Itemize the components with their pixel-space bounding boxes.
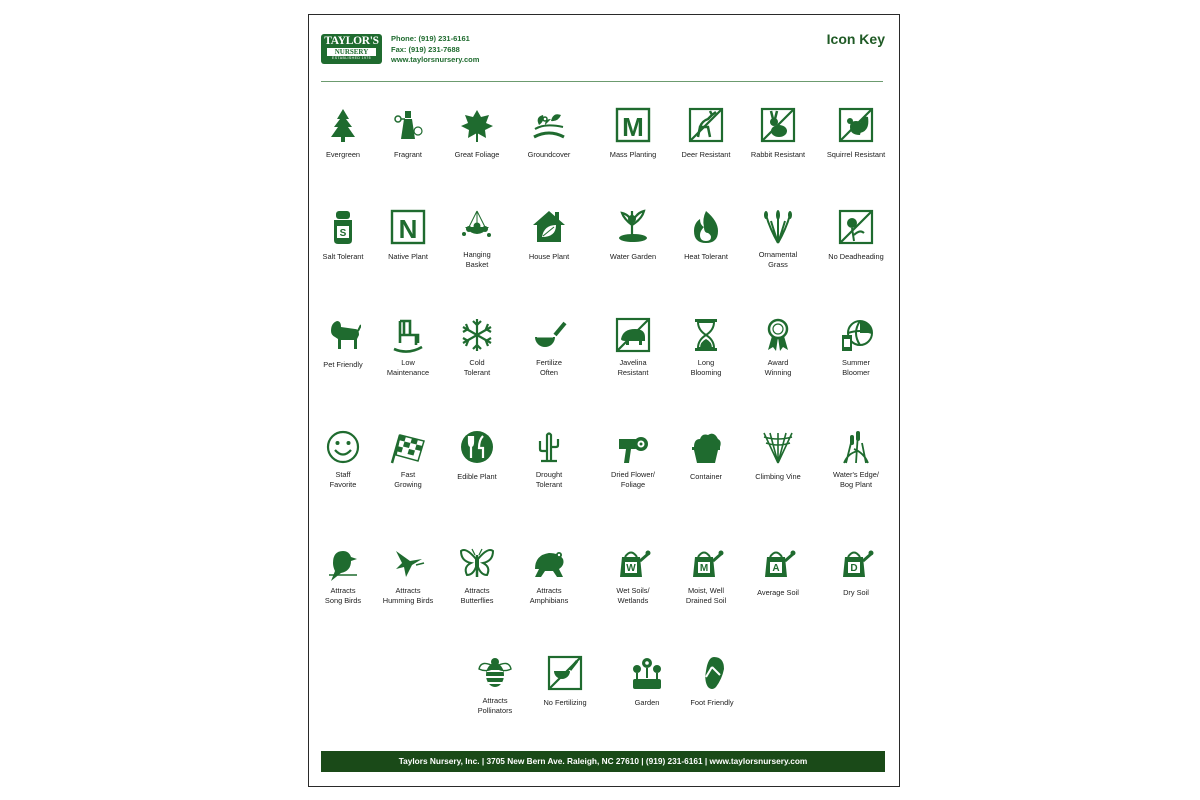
footer-bar: Taylors Nursery, Inc. | 3705 New Bern Ave. Raleigh, NC 27610 | (919) 231-6161 | www.taylorsnursery.com (321, 751, 885, 772)
fax-text: Fax: (919) 231-7688 (391, 44, 460, 54)
icon-label: Attracts Butterflies (460, 586, 494, 605)
icon-label: Water's Edge/ Bog Plant (833, 470, 879, 489)
svg-text:D: D (850, 563, 858, 574)
icon-label: House Plant (528, 252, 570, 261)
icon-label: Container (689, 472, 723, 481)
contact-block (391, 34, 479, 66)
dog-icon (325, 317, 361, 353)
icon-label: Fertilize Often (536, 358, 562, 377)
flame-icon (688, 209, 724, 245)
icon-key-item (591, 317, 675, 379)
icon-key-item (591, 107, 675, 169)
cattail-icon (838, 429, 874, 465)
flowers-icon (629, 655, 665, 691)
icon-key-item (736, 545, 820, 607)
icon-label: Mass Planting (609, 150, 657, 159)
smiley-icon (325, 429, 361, 465)
tree-icon (325, 107, 361, 143)
fork-knife-icon (459, 429, 495, 465)
icon-label: Attracts Humming Birds (382, 586, 434, 605)
icon-label: Dried Flower/ Foliage (611, 470, 655, 489)
icon-label: Garden (634, 698, 660, 707)
watering-can-a-icon (760, 545, 796, 581)
scoop-icon (531, 317, 567, 353)
icon-label: Drought Tolerant (535, 470, 563, 489)
frog-icon (531, 545, 567, 581)
icon-label: Great Foliage (454, 150, 500, 159)
icon-label: Staff Favorite (329, 470, 357, 489)
checkered-flag-icon (390, 429, 426, 465)
icon-label: Squirrel Resistant (826, 150, 886, 159)
hourglass-icon (688, 317, 724, 353)
icon-label: Long Blooming (690, 358, 722, 377)
pot-icon (688, 429, 724, 465)
icon-label: Pet Friendly (323, 360, 363, 369)
ribbon-icon (760, 317, 796, 353)
cactus-icon (531, 429, 567, 465)
icon-key-item (670, 655, 754, 717)
icon-label: Fragrant (394, 150, 422, 159)
icon-key-item (736, 429, 820, 491)
beach-ball-icon (838, 317, 874, 353)
watering-can-w-icon (615, 545, 651, 581)
icon-key-item (507, 545, 591, 607)
scoop-crossed-icon (547, 655, 583, 691)
squirrel-crossed-icon (838, 107, 874, 143)
icon-label: Water Garden (609, 252, 657, 261)
icon-label: Low Maintenance (386, 358, 430, 377)
grass-icon (760, 209, 796, 245)
icon-label: Salt Tolerant (322, 252, 364, 261)
icon-label: Rabbit Resistant (750, 150, 806, 159)
logo-line1: TAYLOR'S (324, 35, 379, 47)
letter-m-box-icon (615, 107, 651, 143)
icon-label: Heat Tolerant (684, 252, 728, 261)
icon-label: Award Winning (764, 358, 792, 377)
page-title: Icon Key (826, 31, 885, 47)
water-plant-icon (615, 209, 651, 245)
svg-text:W: W (626, 563, 636, 574)
icon-label: Groundcover (527, 150, 571, 159)
icon-label: Hanging Basket (463, 250, 491, 269)
groundcover-icon (531, 107, 567, 143)
icon-label: Ornamental Grass (758, 250, 798, 269)
icon-key-item (814, 545, 898, 607)
icon-label: Native Plant (388, 252, 428, 261)
rabbit-crossed-icon (760, 107, 796, 143)
icon-key-item (814, 107, 898, 169)
butterfly-icon (459, 545, 495, 581)
icon-label: Wet Soils/ Wetlands (616, 586, 650, 605)
phone-text: Phone: (919) 231-6161 (391, 34, 470, 43)
songbird-icon (325, 545, 361, 581)
icon-label: Foot Friendly (690, 698, 734, 707)
svg-text:M: M (622, 112, 644, 142)
icon-label: Cold Tolerant (463, 358, 491, 377)
icon-label: Summer Bloomer (842, 358, 870, 377)
icon-label: Attracts Pollinators (477, 696, 513, 715)
icon-label: Fast Growing (394, 470, 422, 489)
flip-flop-icon (694, 655, 730, 691)
icon-label: Javelina Resistant (617, 358, 649, 377)
icon-key-item (736, 209, 820, 271)
svg-text:M: M (699, 563, 709, 574)
watering-can-d-icon (838, 545, 874, 581)
icon-label: Climbing Vine (755, 472, 801, 481)
logo-line3: ESTABLISHED 1975 (331, 56, 372, 60)
bee-icon (477, 655, 513, 691)
icon-key-item (736, 317, 820, 379)
deer-crossed-icon (688, 107, 724, 143)
icon-key-item (814, 317, 898, 379)
hanging-basket-icon (459, 209, 495, 245)
icon-key-item (591, 545, 675, 607)
icon-key-item (736, 107, 820, 169)
rocking-chair-icon (390, 317, 426, 353)
svg-text:A: A (772, 563, 780, 574)
trellis-icon (760, 429, 796, 465)
website-text: www.taylorsnursery.com (391, 55, 480, 65)
icon-key-item (814, 429, 898, 491)
icon-label: Average Soil (757, 588, 799, 597)
icon-key-item (591, 209, 675, 271)
hummingbird-icon (390, 545, 426, 581)
letter-n-box-icon (390, 209, 426, 245)
icon-key-sheet (308, 14, 900, 787)
icon-label: Deer Resistant (681, 150, 731, 159)
icon-key-item (591, 429, 675, 491)
icon-label: No Fertilizing (543, 698, 587, 707)
icon-key-item (507, 107, 591, 169)
header-divider (321, 81, 883, 82)
logo-line2: NURSERY (327, 48, 376, 56)
icon-label: Dry Soil (843, 588, 869, 597)
icon-label: No Deadheading (828, 252, 884, 261)
watering-can-m-icon (688, 545, 724, 581)
snowflake-icon (459, 317, 495, 353)
javelina-crossed-icon (615, 317, 651, 353)
icon-label: Attracts Amphibians (529, 586, 569, 605)
icon-key-item (814, 209, 898, 271)
leaf-icon (459, 107, 495, 143)
icon-key-item (523, 655, 607, 717)
salt-shaker-icon (325, 209, 361, 245)
icon-label: Moist, Well Drained Soil (685, 586, 727, 605)
taylors-nursery-logo (321, 34, 382, 64)
icon-label: Edible Plant (457, 472, 497, 481)
house-leaf-icon (531, 209, 567, 245)
flower-crossed-icon (838, 209, 874, 245)
icon-key-item (507, 209, 591, 271)
perfume-bottle-icon (390, 107, 426, 143)
icon-label: Attracts Song Birds (324, 586, 362, 605)
icon-key-item (507, 429, 591, 491)
svg-text:S: S (339, 228, 347, 239)
icon-label: Evergreen (325, 150, 361, 159)
icon-key-item (507, 317, 591, 379)
svg-text:N: N (398, 214, 418, 244)
hair-dryer-icon (615, 429, 651, 465)
